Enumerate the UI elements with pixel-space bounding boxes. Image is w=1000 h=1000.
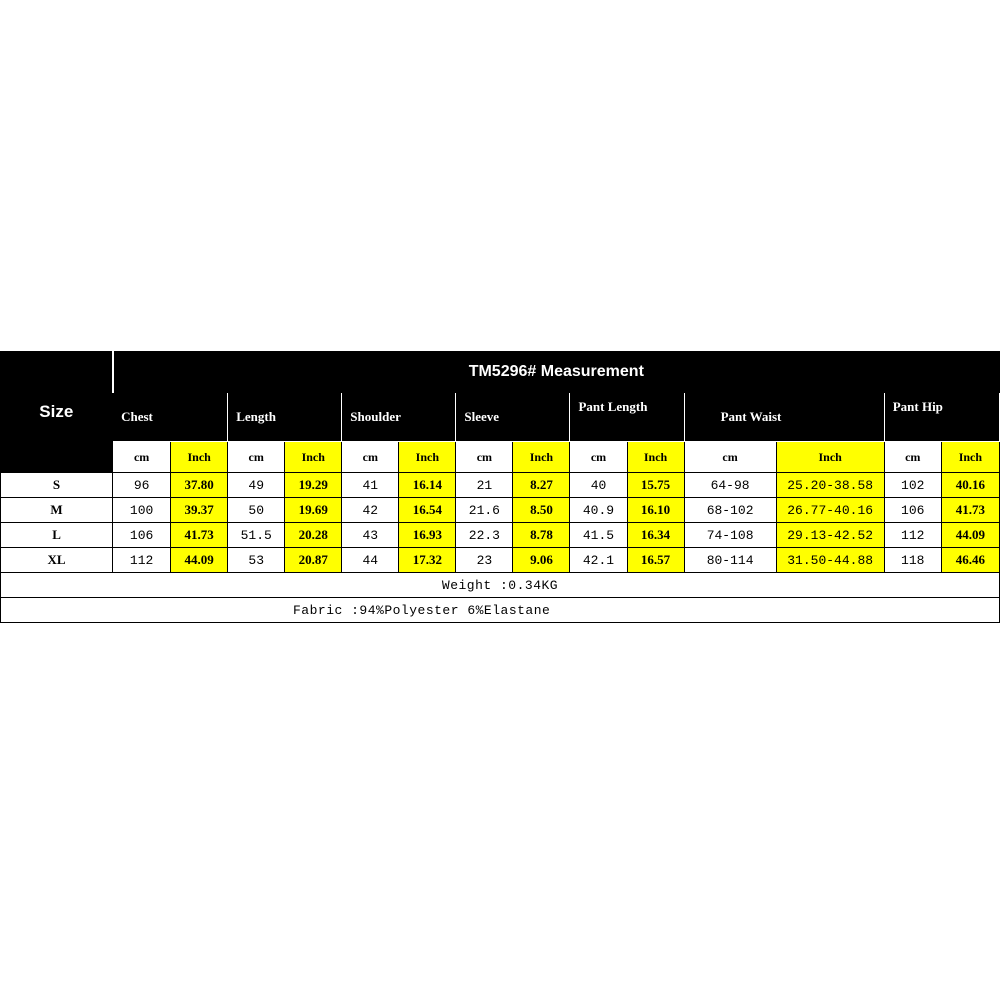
weight-text: Weight :0.34KG (1, 573, 1000, 598)
chest-inch: 44.09 (171, 548, 228, 573)
pant-length-cm: 41.5 (570, 523, 627, 548)
sleeve-cm: 22.3 (456, 523, 513, 548)
pant-hip-inch: 40.16 (941, 473, 999, 498)
sleeve-cm: 21 (456, 473, 513, 498)
chest-inch: 41.73 (171, 523, 228, 548)
pant-length-inch: 16.57 (627, 548, 684, 573)
shoulder-cm: 44 (342, 548, 399, 573)
header-pant-hip: Pant Hip (884, 393, 999, 442)
pant-waist-inch: 31.50-44.88 (776, 548, 884, 573)
unit-row (1, 442, 1000, 473)
sleeve-inch: 8.50 (513, 498, 570, 523)
sleeve-inch: 9.06 (513, 548, 570, 573)
shoulder-inch: 16.54 (399, 498, 456, 523)
length-cm: 50 (228, 498, 285, 523)
table-row-l (1, 523, 1000, 548)
unit-cm: cm (228, 442, 285, 473)
unit-inch: Inch (627, 442, 684, 473)
unit-inch: Inch (776, 442, 884, 473)
shoulder-cm: 42 (342, 498, 399, 523)
header-chest: Chest (113, 393, 228, 442)
pant-waist-inch: 29.13-42.52 (776, 523, 884, 548)
size-label: S (1, 473, 113, 498)
unit-cm: cm (342, 442, 399, 473)
table-row-m (1, 498, 1000, 523)
unit-inch: Inch (171, 442, 228, 473)
pant-length-cm: 40 (570, 473, 627, 498)
chest-cm: 96 (113, 473, 171, 498)
pant-waist-cm: 64-98 (684, 473, 776, 498)
header-shoulder: Shoulder (342, 393, 456, 442)
weight-row (1, 573, 1000, 598)
measurement-table (0, 351, 1000, 623)
pant-hip-cm: 118 (884, 548, 941, 573)
fabric-text: Fabric :94%Polyester 6%Elastane (1, 598, 1000, 623)
pant-hip-cm: 112 (884, 523, 941, 548)
length-cm: 51.5 (228, 523, 285, 548)
fabric-row (1, 598, 1000, 623)
length-inch: 19.69 (285, 498, 342, 523)
size-label: L (1, 523, 113, 548)
unit-cm: cm (684, 442, 776, 473)
chest-inch: 39.37 (171, 498, 228, 523)
size-label: M (1, 498, 113, 523)
shoulder-inch: 16.14 (399, 473, 456, 498)
pant-length-cm: 40.9 (570, 498, 627, 523)
table-title: TM5296# Measurement (113, 352, 1000, 393)
sleeve-cm: 23 (456, 548, 513, 573)
length-inch: 20.87 (285, 548, 342, 573)
chest-cm: 112 (113, 548, 171, 573)
pant-hip-inch: 41.73 (941, 498, 999, 523)
length-cm: 53 (228, 548, 285, 573)
pant-waist-inch: 25.20-38.58 (776, 473, 884, 498)
table-row-s (1, 473, 1000, 498)
sleeve-inch: 8.78 (513, 523, 570, 548)
unit-inch: Inch (399, 442, 456, 473)
pant-hip-inch: 46.46 (941, 548, 999, 573)
shoulder-cm: 43 (342, 523, 399, 548)
pant-hip-cm: 102 (884, 473, 941, 498)
unit-inch: Inch (285, 442, 342, 473)
chest-cm: 100 (113, 498, 171, 523)
header-pant-length: Pant Length (570, 393, 684, 442)
unit-cm: cm (884, 442, 941, 473)
unit-inch: Inch (513, 442, 570, 473)
unit-cm: cm (570, 442, 627, 473)
pant-waist-cm: 80-114 (684, 548, 776, 573)
header-length: Length (228, 393, 342, 442)
unit-inch: Inch (941, 442, 999, 473)
shoulder-cm: 41 (342, 473, 399, 498)
table-row-xl (1, 548, 1000, 573)
pant-waist-cm: 74-108 (684, 523, 776, 548)
shoulder-inch: 16.93 (399, 523, 456, 548)
measurement-header-row (1, 393, 1000, 442)
pant-waist-inch: 26.77-40.16 (776, 498, 884, 523)
pant-hip-inch: 44.09 (941, 523, 999, 548)
length-cm: 49 (228, 473, 285, 498)
header-pant-waist: Pant Waist (684, 393, 884, 442)
size-label: XL (1, 548, 113, 573)
pant-length-inch: 16.10 (627, 498, 684, 523)
chest-inch: 37.80 (171, 473, 228, 498)
pant-length-inch: 15.75 (627, 473, 684, 498)
pant-waist-cm: 68-102 (684, 498, 776, 523)
pant-hip-cm: 106 (884, 498, 941, 523)
sleeve-inch: 8.27 (513, 473, 570, 498)
header-sleeve: Sleeve (456, 393, 570, 442)
pant-length-cm: 42.1 (570, 548, 627, 573)
size-chart (0, 351, 1000, 623)
sleeve-cm: 21.6 (456, 498, 513, 523)
pant-length-inch: 16.34 (627, 523, 684, 548)
length-inch: 20.28 (285, 523, 342, 548)
length-inch: 19.29 (285, 473, 342, 498)
chest-cm: 106 (113, 523, 171, 548)
size-column-header: Size (1, 352, 113, 473)
shoulder-inch: 17.32 (399, 548, 456, 573)
unit-cm: cm (456, 442, 513, 473)
unit-cm: cm (113, 442, 171, 473)
